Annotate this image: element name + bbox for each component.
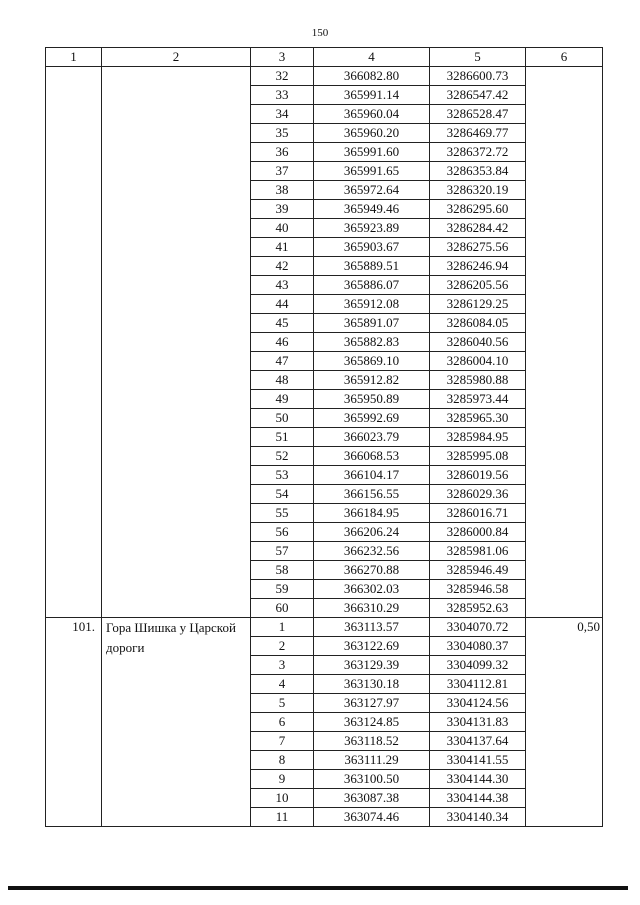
- y-coordinate-cell: 3286029.36: [430, 485, 526, 504]
- y-coordinate-cell: 3304131.83: [430, 713, 526, 732]
- header-cell: 5: [430, 48, 526, 67]
- y-coordinate-cell: 3285981.06: [430, 542, 526, 561]
- x-coordinate-cell: 365869.10: [314, 352, 430, 371]
- y-coordinate-cell: 3286528.47: [430, 105, 526, 124]
- area-cell: 0,50: [526, 618, 603, 827]
- x-coordinate-cell: 363113.57: [314, 618, 430, 637]
- point-number-cell: 49: [251, 390, 314, 409]
- point-number-cell: 9: [251, 770, 314, 789]
- point-number-cell: 60: [251, 599, 314, 618]
- point-number-cell: 8: [251, 751, 314, 770]
- y-coordinate-cell: 3286320.19: [430, 181, 526, 200]
- point-number-cell: 11: [251, 808, 314, 827]
- x-coordinate-cell: 366206.24: [314, 523, 430, 542]
- y-coordinate-cell: 3304099.32: [430, 656, 526, 675]
- page-number: 150: [311, 27, 329, 39]
- y-coordinate-cell: 3286019.56: [430, 466, 526, 485]
- x-coordinate-cell: 365972.64: [314, 181, 430, 200]
- y-coordinate-cell: 3286004.10: [430, 352, 526, 371]
- bottom-rule: [8, 886, 628, 890]
- point-number-cell: 54: [251, 485, 314, 504]
- x-coordinate-cell: 363124.85: [314, 713, 430, 732]
- coordinates-table-body: [46, 48, 603, 827]
- y-coordinate-cell: 3285980.88: [430, 371, 526, 390]
- x-coordinate-cell: 365903.67: [314, 238, 430, 257]
- point-number-cell: 40: [251, 219, 314, 238]
- point-number-cell: 43: [251, 276, 314, 295]
- y-coordinate-cell: 3304112.81: [430, 675, 526, 694]
- y-coordinate-cell: 3304144.30: [430, 770, 526, 789]
- x-coordinate-cell: 365886.07: [314, 276, 430, 295]
- y-coordinate-cell: 3304140.34: [430, 808, 526, 827]
- y-coordinate-cell: 3286469.77: [430, 124, 526, 143]
- header-cell: 3: [251, 48, 314, 67]
- x-coordinate-cell: 363122.69: [314, 637, 430, 656]
- point-number-cell: 36: [251, 143, 314, 162]
- x-coordinate-cell: 363074.46: [314, 808, 430, 827]
- y-coordinate-cell: 3286016.71: [430, 504, 526, 523]
- object-name-cell: [102, 67, 251, 618]
- y-coordinate-cell: 3286040.56: [430, 333, 526, 352]
- x-coordinate-cell: 365950.89: [314, 390, 430, 409]
- point-number-cell: 42: [251, 257, 314, 276]
- point-number-cell: 3: [251, 656, 314, 675]
- point-number-cell: 47: [251, 352, 314, 371]
- y-coordinate-cell: 3285973.44: [430, 390, 526, 409]
- x-coordinate-cell: 365912.08: [314, 295, 430, 314]
- y-coordinate-cell: 3285946.49: [430, 561, 526, 580]
- x-coordinate-cell: 363100.50: [314, 770, 430, 789]
- header-cell: 1: [46, 48, 102, 67]
- point-number-cell: 53: [251, 466, 314, 485]
- point-number-cell: 55: [251, 504, 314, 523]
- y-coordinate-cell: 3304144.38: [430, 789, 526, 808]
- x-coordinate-cell: 365889.51: [314, 257, 430, 276]
- point-number-cell: 48: [251, 371, 314, 390]
- x-coordinate-cell: 366082.80: [314, 67, 430, 86]
- y-coordinate-cell: 3286275.56: [430, 238, 526, 257]
- table-row: [46, 67, 603, 86]
- x-coordinate-cell: 363130.18: [314, 675, 430, 694]
- object-number-cell: 101.: [46, 618, 102, 827]
- x-coordinate-cell: 365923.89: [314, 219, 430, 238]
- header-cell: 4: [314, 48, 430, 67]
- y-coordinate-cell: 3286284.42: [430, 219, 526, 238]
- x-coordinate-cell: 365891.07: [314, 314, 430, 333]
- y-coordinate-cell: 3286547.42: [430, 86, 526, 105]
- point-number-cell: 39: [251, 200, 314, 219]
- x-coordinate-cell: 365991.60: [314, 143, 430, 162]
- x-coordinate-cell: 365960.04: [314, 105, 430, 124]
- x-coordinate-cell: 366270.88: [314, 561, 430, 580]
- x-coordinate-cell: 365991.65: [314, 162, 430, 181]
- y-coordinate-cell: 3286600.73: [430, 67, 526, 86]
- point-number-cell: 1: [251, 618, 314, 637]
- point-number-cell: 5: [251, 694, 314, 713]
- point-number-cell: 35: [251, 124, 314, 143]
- x-coordinate-cell: 363118.52: [314, 732, 430, 751]
- x-coordinate-cell: 366023.79: [314, 428, 430, 447]
- point-number-cell: 37: [251, 162, 314, 181]
- point-number-cell: 58: [251, 561, 314, 580]
- x-coordinate-cell: 363127.97: [314, 694, 430, 713]
- point-number-cell: 45: [251, 314, 314, 333]
- area-cell: [526, 67, 603, 618]
- y-coordinate-cell: 3304124.56: [430, 694, 526, 713]
- y-coordinate-cell: 3286129.25: [430, 295, 526, 314]
- header-cell: 6: [526, 48, 603, 67]
- x-coordinate-cell: 365991.14: [314, 86, 430, 105]
- x-coordinate-cell: 366156.55: [314, 485, 430, 504]
- y-coordinate-cell: 3286372.72: [430, 143, 526, 162]
- object-name-cell: Гора Шишка у Царской дороги: [102, 618, 251, 827]
- y-coordinate-cell: 3286353.84: [430, 162, 526, 181]
- point-number-cell: 33: [251, 86, 314, 105]
- y-coordinate-cell: 3285995.08: [430, 447, 526, 466]
- y-coordinate-cell: 3304080.37: [430, 637, 526, 656]
- point-number-cell: 34: [251, 105, 314, 124]
- point-number-cell: 51: [251, 428, 314, 447]
- point-number-cell: 50: [251, 409, 314, 428]
- x-coordinate-cell: 363087.38: [314, 789, 430, 808]
- header-row: [46, 48, 603, 67]
- y-coordinate-cell: 3286246.94: [430, 257, 526, 276]
- point-number-cell: 38: [251, 181, 314, 200]
- table-row: [46, 618, 603, 637]
- y-coordinate-cell: 3304070.72: [430, 618, 526, 637]
- x-coordinate-cell: 363111.29: [314, 751, 430, 770]
- y-coordinate-cell: 3304137.64: [430, 732, 526, 751]
- point-number-cell: 2: [251, 637, 314, 656]
- point-number-cell: 4: [251, 675, 314, 694]
- y-coordinate-cell: 3286205.56: [430, 276, 526, 295]
- point-number-cell: 59: [251, 580, 314, 599]
- y-coordinate-cell: 3286000.84: [430, 523, 526, 542]
- y-coordinate-cell: 3286295.60: [430, 200, 526, 219]
- x-coordinate-cell: 365949.46: [314, 200, 430, 219]
- point-number-cell: 7: [251, 732, 314, 751]
- x-coordinate-cell: 365992.69: [314, 409, 430, 428]
- x-coordinate-cell: 366310.29: [314, 599, 430, 618]
- object-number-cell: [46, 67, 102, 618]
- point-number-cell: 41: [251, 238, 314, 257]
- point-number-cell: 6: [251, 713, 314, 732]
- y-coordinate-cell: 3304141.55: [430, 751, 526, 770]
- x-coordinate-cell: 366302.03: [314, 580, 430, 599]
- header-cell: 2: [102, 48, 251, 67]
- point-number-cell: 57: [251, 542, 314, 561]
- point-number-cell: 46: [251, 333, 314, 352]
- point-number-cell: 44: [251, 295, 314, 314]
- x-coordinate-cell: 366184.95: [314, 504, 430, 523]
- y-coordinate-cell: 3285952.63: [430, 599, 526, 618]
- x-coordinate-cell: 365960.20: [314, 124, 430, 143]
- y-coordinate-cell: 3285965.30: [430, 409, 526, 428]
- x-coordinate-cell: 366104.17: [314, 466, 430, 485]
- point-number-cell: 52: [251, 447, 314, 466]
- y-coordinate-cell: 3285984.95: [430, 428, 526, 447]
- x-coordinate-cell: 365882.83: [314, 333, 430, 352]
- x-coordinate-cell: 366232.56: [314, 542, 430, 561]
- point-number-cell: 56: [251, 523, 314, 542]
- x-coordinate-cell: 363129.39: [314, 656, 430, 675]
- x-coordinate-cell: 366068.53: [314, 447, 430, 466]
- point-number-cell: 10: [251, 789, 314, 808]
- coordinates-table: [45, 47, 603, 827]
- y-coordinate-cell: 3286084.05: [430, 314, 526, 333]
- point-number-cell: 32: [251, 67, 314, 86]
- y-coordinate-cell: 3285946.58: [430, 580, 526, 599]
- x-coordinate-cell: 365912.82: [314, 371, 430, 390]
